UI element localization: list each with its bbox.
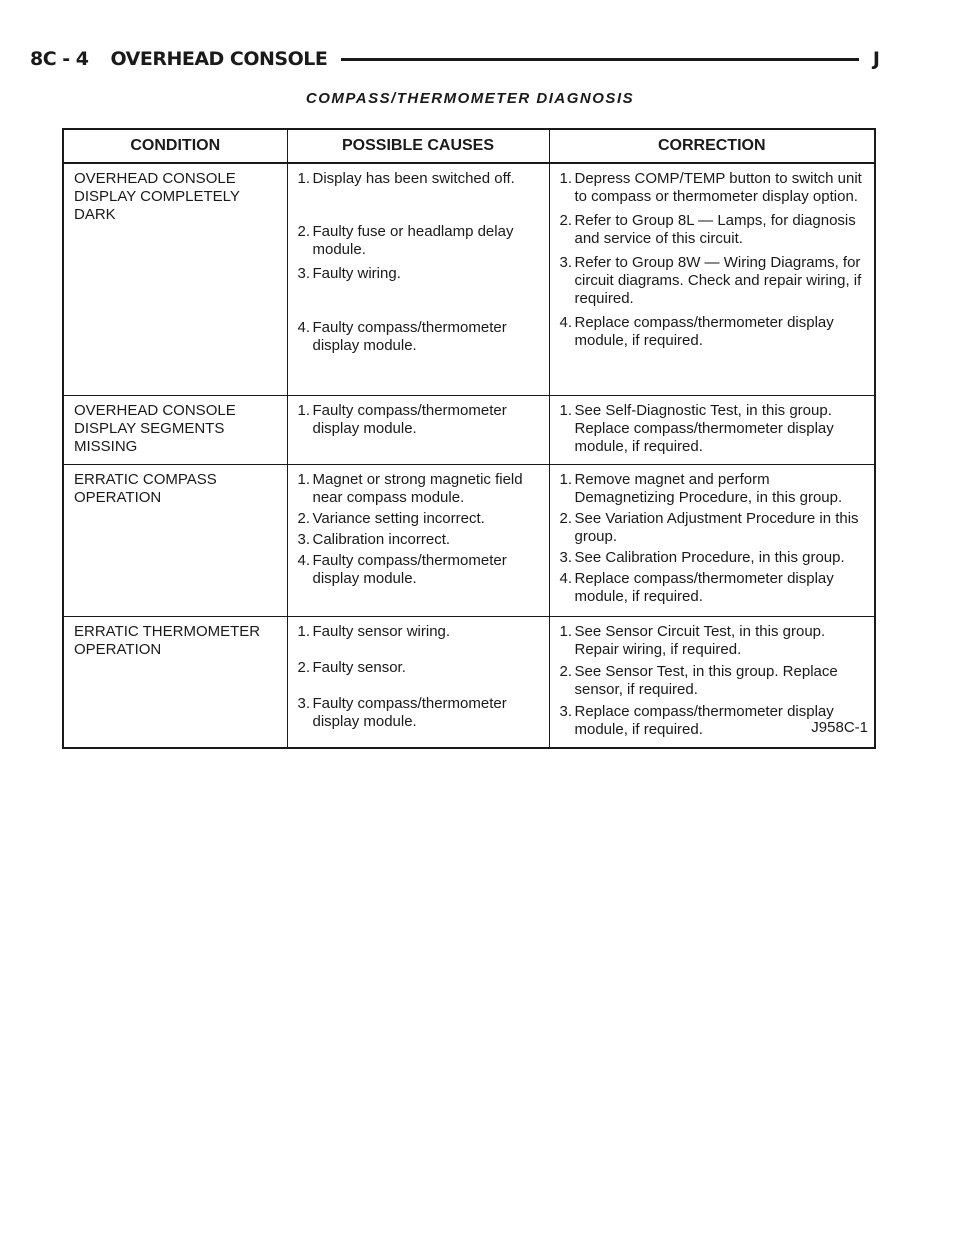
correction-item: 2. See Variation Adjustment Procedure in this group. (559, 509, 859, 545)
correction-item: 3. Replace compass/thermometer display module, if required. (559, 702, 834, 738)
table-row (63, 395, 875, 464)
correction-cell (549, 395, 875, 464)
condition-cell (63, 616, 287, 748)
cause-item: 2. Faulty sensor. (297, 658, 406, 676)
table-row (63, 464, 875, 616)
condition-cell (63, 395, 287, 464)
correction-item: 1. Remove magnet and perform Demagnetizing Procedure, in this group. (559, 470, 843, 506)
section-number: 8C - 4 (30, 48, 89, 70)
cause-item: 2. Variance setting incorrect. (297, 509, 485, 527)
correction-header: CORRECTION (549, 129, 875, 163)
causes-header: POSSIBLE CAUSES (287, 129, 549, 163)
correction-item: 3. Refer to Group 8W — Wiring Diagrams, for circuit diagrams. Check and repair wiring, if required. (559, 254, 862, 307)
causes-cell (287, 464, 549, 616)
cause-item: 3. Faulty compass/thermometer display module. (297, 694, 507, 730)
cause-item: 4. Faulty compass/thermometer display module. (297, 319, 507, 354)
correction-item: 2. See Sensor Test, in this group. Replace sensor, if required. (559, 662, 838, 698)
cause-item: 1. Faulty sensor wiring. (297, 622, 451, 640)
correction-item: 4. Replace compass/thermometer display module, if required. (559, 569, 834, 605)
cause-item: 1. Magnet or strong magnetic field near compass module. (297, 470, 523, 506)
figure-id: J958C-1 (811, 719, 868, 736)
condition-text: OVERHEAD CONSOLE DISPLAY SEGMENTS MISSING (74, 401, 236, 455)
cause-item: 1. Display has been switched off. (297, 170, 515, 187)
correction-item: 1. Depress COMP/TEMP button to switch unit to compass or thermometer display option. (559, 170, 862, 205)
condition-text: ERRATIC COMPASS OPERATION (74, 470, 217, 506)
table-row (63, 616, 875, 748)
cause-item: 2. Faulty fuse or headlamp delay module. (297, 223, 514, 258)
correction-item: 3. See Calibration Procedure, in this group. (559, 548, 845, 566)
table-row (63, 163, 875, 395)
correction-item: 4. Replace compass/thermometer display module, if required. (559, 314, 834, 349)
correction-item: 2. Refer to Group 8L — Lamps, for diagnosis and service of this circuit. (559, 212, 856, 247)
cause-item: 3. Calibration incorrect. (297, 530, 451, 548)
correction-item: 1. See Self-Diagnostic Test, in this group. Replace compass/thermometer display module, if required. (559, 401, 834, 455)
correction-cell (549, 163, 875, 395)
condition-header: CONDITION (63, 129, 287, 163)
correction-cell (549, 464, 875, 616)
condition-cell (63, 464, 287, 616)
causes-cell (287, 616, 549, 748)
header-rule (341, 58, 859, 61)
cause-item: 4. Faulty compass/thermometer display module. (297, 551, 507, 587)
table-header-row (63, 129, 875, 163)
condition-text: ERRATIC THERMOMETER OPERATION (74, 622, 261, 658)
causes-cell (287, 395, 549, 464)
cause-item: 3. Faulty wiring. (297, 265, 401, 282)
condition-cell (63, 163, 287, 395)
cause-item: 1. Faulty compass/thermometer display module. (297, 401, 507, 437)
condition-text: OVERHEAD CONSOLE DISPLAY COMPLETELY DARK (74, 170, 240, 223)
section-title: OVERHEAD CONSOLE (110, 48, 328, 70)
correction-item: 1. See Sensor Circuit Test, in this group. Repair wiring, if required. (559, 622, 826, 658)
diagnosis-table (62, 128, 876, 749)
page-header (30, 44, 880, 74)
causes-cell (287, 163, 549, 395)
model-mark: J (872, 48, 880, 70)
table-title: COMPASS/THERMOMETER DIAGNOSIS (305, 90, 635, 107)
